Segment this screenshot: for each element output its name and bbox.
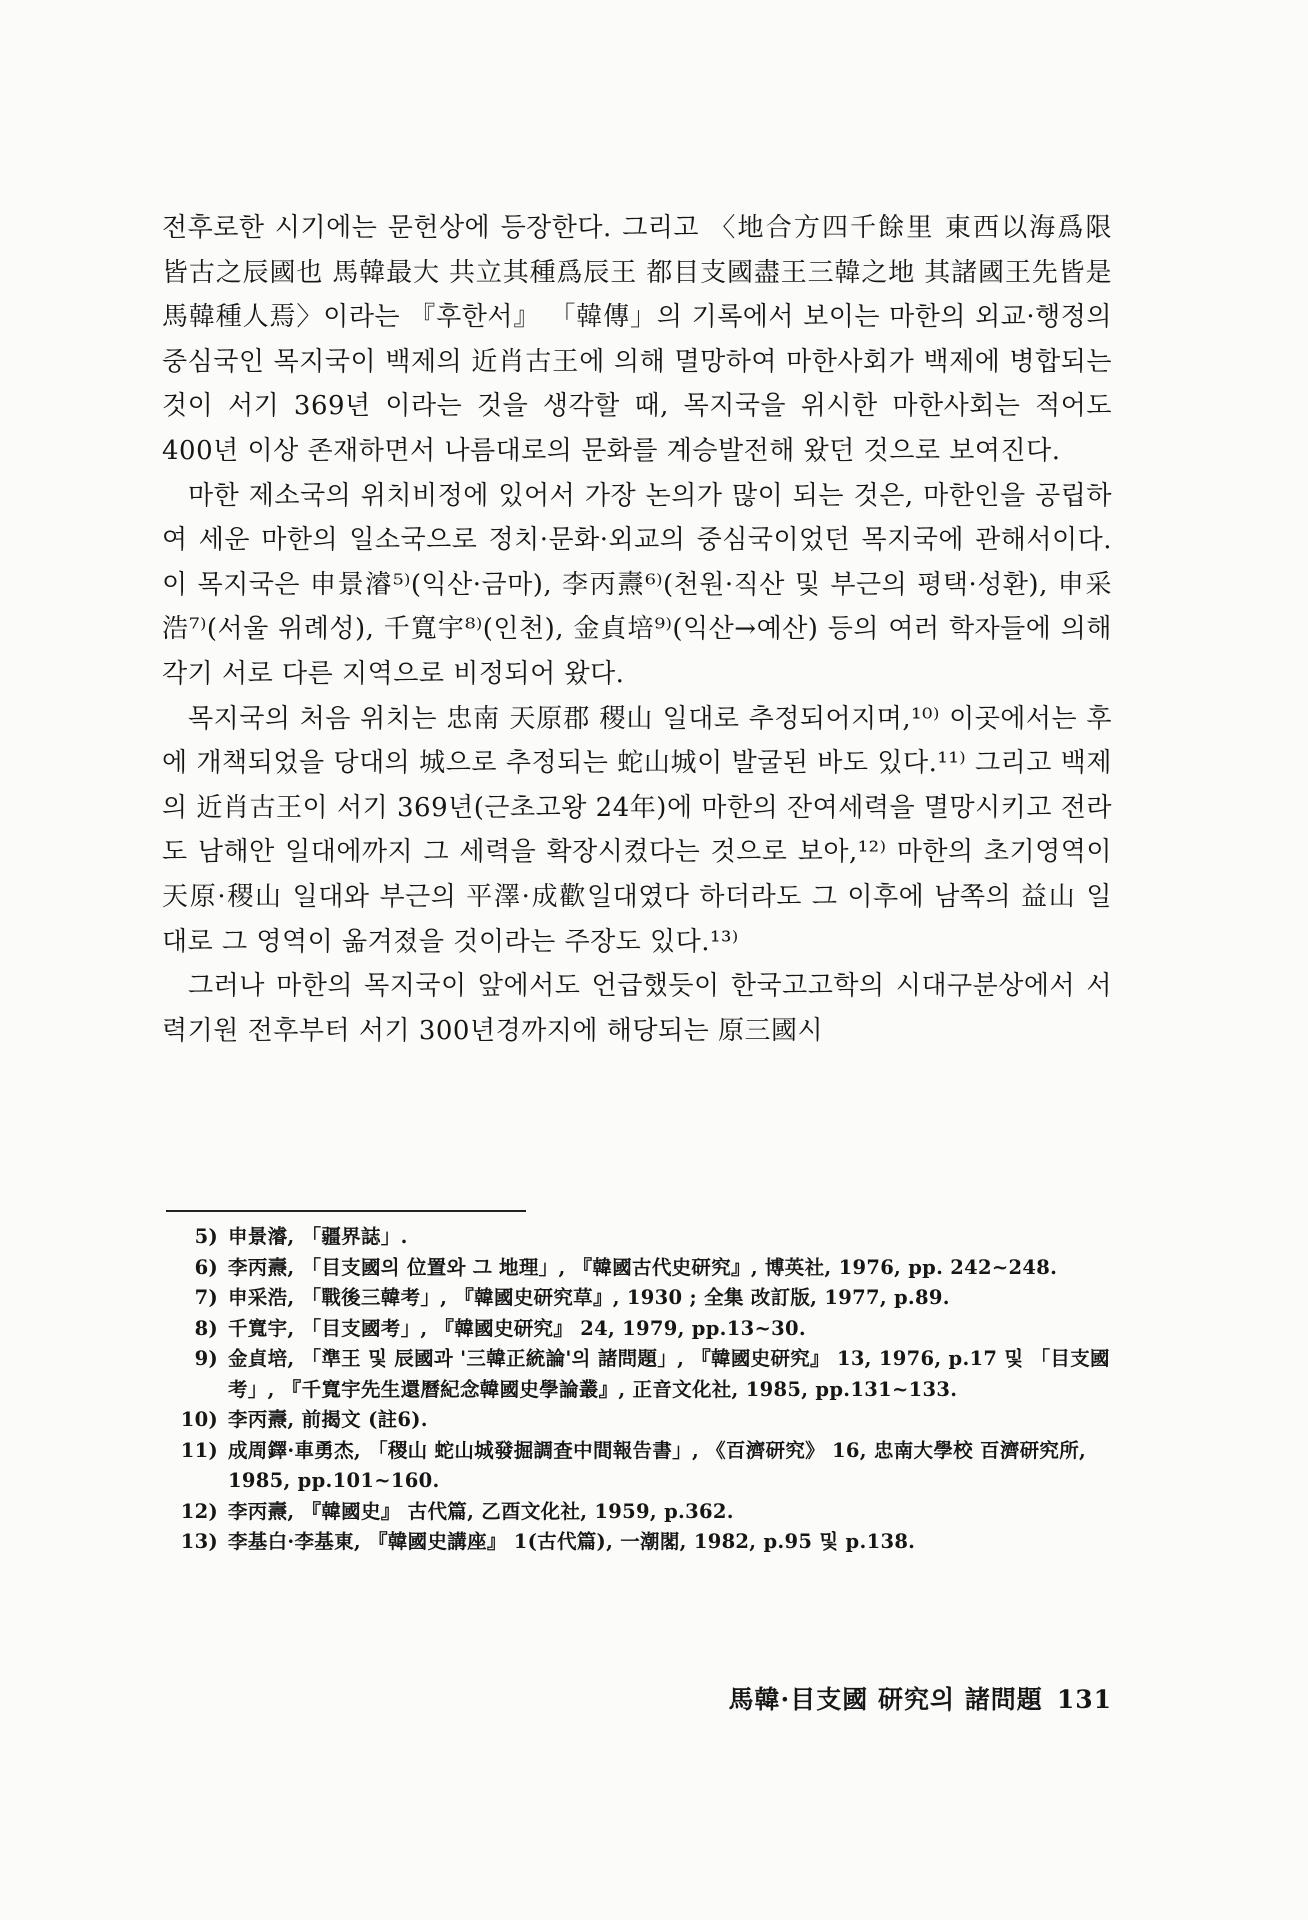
footnote — [180, 1314, 1110, 1345]
footnote-text: 成周鐸·車勇杰, 「稷山 蛇山城發掘調査中間報告書」, 《百濟研究》 16, 忠南大學校 百濟研究所, 1985, pp.101~160. — [228, 1438, 1087, 1492]
footnote-text: 李丙燾, 『韓國史』 古代篇, 乙酉文化社, 1959, p.362. — [228, 1499, 734, 1523]
footnote-number: 5) — [194, 1225, 218, 1248]
running-title: 馬韓·目支國 研究의 諸問題 — [728, 1685, 1043, 1714]
footnote-text: 李丙燾, 前揭文 (註6). — [228, 1408, 428, 1431]
footnote — [180, 1405, 1110, 1436]
page-number: 131 — [1056, 1685, 1112, 1714]
footnote — [180, 1283, 1110, 1314]
footnote-number: 11) — [180, 1438, 218, 1462]
running-footer — [729, 1680, 1112, 1716]
footnote-divider — [166, 1210, 526, 1212]
footnote-text: 申景濬, 「疆界誌」. — [228, 1225, 408, 1248]
footnote-text: 千寬宇, 「目支國考」, 『韓國史研究』 24, 1979, pp.13~30. — [228, 1316, 806, 1340]
paragraph: 그러나 마한의 목지국이 앞에서도 언급했듯이 한국고고학의 시대구분상에서 서력기원 전후부터 서기 300년경까지에 해당되는 原三國시 — [162, 971, 1112, 1046]
footnotes — [180, 1222, 1110, 1558]
footnote-number: 8) — [194, 1316, 218, 1340]
footnote-number: 7) — [194, 1286, 218, 1309]
footnote-text: 李基白·李基東, 『韓國史講座』 1(古代篇), 一潮閣, 1982, p.95 및 p.138. — [228, 1530, 916, 1553]
footnote — [180, 1344, 1110, 1405]
footnote-number: 13) — [180, 1530, 218, 1553]
footnote — [180, 1222, 1110, 1253]
footnote-number: 6) — [194, 1255, 218, 1279]
footnote-text: 李丙燾, 「目支國의 位置와 그 地理」, 『韓國古代史研究』, 博英社, 1976, pp. 242~248. — [228, 1255, 1058, 1279]
footnote — [180, 1527, 1110, 1558]
footnote-number: 9) — [194, 1347, 218, 1370]
paragraph: 목지국의 처음 위치는 忠南 天原郡 稷山 일대로 추정되어지며,¹⁰⁾ 이곳에서는 후에 개책되었을 당대의 城으로 추정되는 蛇山城이 발굴된 바도 있다.¹¹⁾ 그리고 백제의 近肖古王이 서기 369년(근초고왕 24年)에 마한의 잔여세력을 멸망시키고 전라도 남해안 일대에까지 그 세력을 확장시켰다는 것으로 보아,¹²⁾ 마한의 초기영역이 天原·稷山 일대와 부근의 平澤·成歡일대였다 하더라도 그 이후에 남쪽의 益山 일대로 그 영역이 옮겨졌을 것이라는 주장도 있다.¹³⁾ — [162, 703, 1112, 957]
footnote — [180, 1253, 1110, 1284]
footnote — [180, 1497, 1110, 1528]
paragraph: 마한 제소국의 위치비정에 있어서 가장 논의가 많이 되는 것은, 마한인을 공립하여 세운 마한의 일소국으로 정치·문화·외교의 중심국이었던 목지국에 관해서이다. 이 목지국은 申景濬⁵⁾(익산·금마), 李丙燾⁶⁾(천원·직산 및 부근의 평택·성환), 申采浩⁷⁾(서울 위례성), 千寬宇⁸⁾(인천), 金貞培⁹⁾(익산→예산) 등의 여러 학자들에 의해 각기 서로 다른 지역으로 비정되어 왔다. — [162, 480, 1112, 689]
footnote-number: 12) — [180, 1499, 218, 1523]
main-text — [162, 206, 1112, 1053]
footnote-text: 申采浩, 「戰後三韓考」, 『韓國史研究草』, 1930 ; 全集 改訂版, 1977, p.89. — [228, 1286, 950, 1309]
footnote-number: 10) — [180, 1408, 218, 1431]
footnote — [180, 1436, 1110, 1497]
paragraph: 전후로한 시기에는 문헌상에 등장한다. 그리고 〈地合方四千餘里 東西以海爲限 皆古之辰國也 馬韓最大 共立其種爲辰王 都目支國盡王三韓之地 其諸國王先皆是馬韓種人焉〉이라는 『후한서』 「韓傳」의 기록에서 보이는 마한의 외교·행정의 중심국인 목지국이 백제의 近肖古王에 의해 멸망하여 마한사회가 백제에 병합되는 것이 서기 369년 이라는 것을 생각할 때, 목지국을 위시한 마한사회는 적어도 400년 이상 존재하면서 나름대로의 문화를 계승발전해 왔던 것으로 보여진다. — [162, 213, 1112, 466]
footnote-text: 金貞培, 「準王 및 辰國과 '三韓正統論'의 諸問題」, 『韓國史研究』 13, 1976, p.17 및 「目支國考」, 『千寬宇先生還曆紀念韓國史學論叢』, 正音文化社, 1985, pp.131~133. — [228, 1347, 1110, 1401]
